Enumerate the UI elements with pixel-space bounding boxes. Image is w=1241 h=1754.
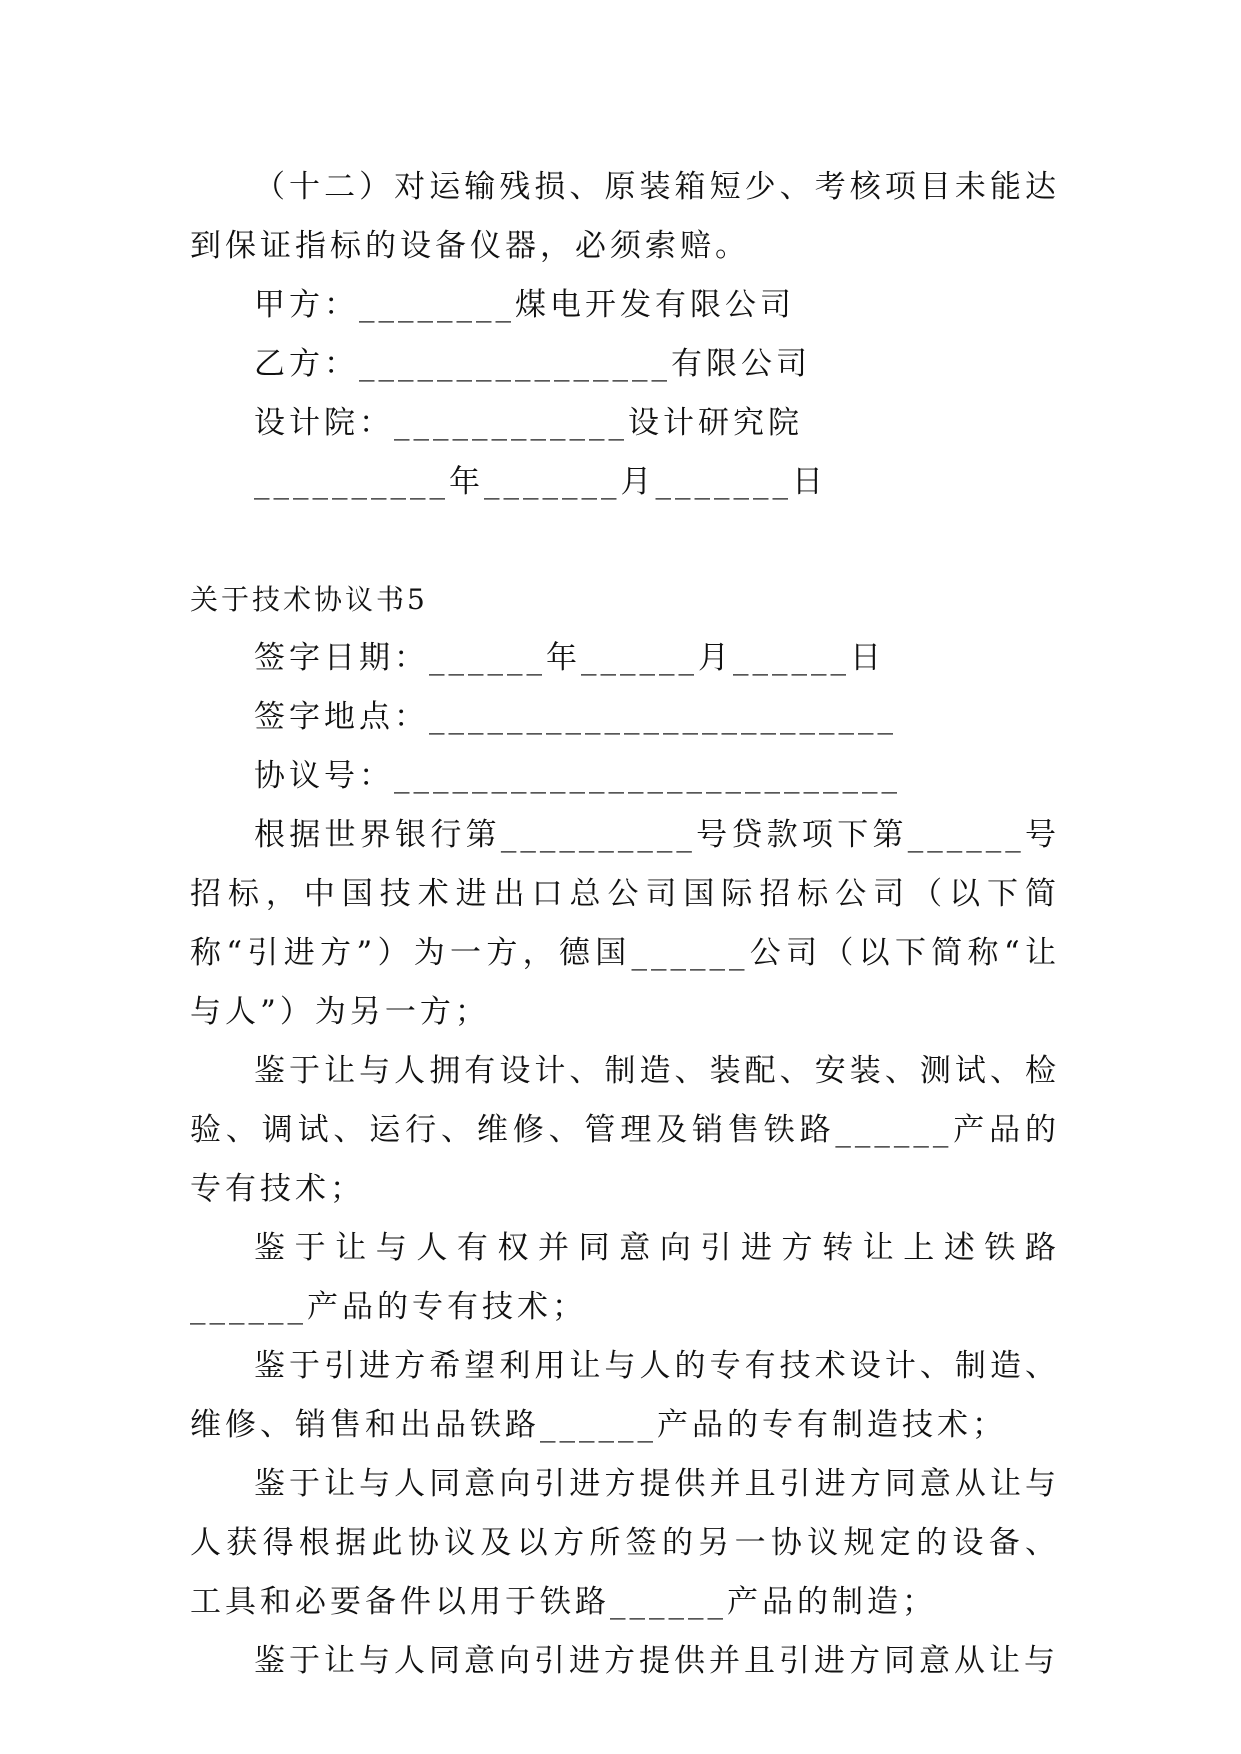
paragraph-whereas-3: 鉴于引进方希望利用让与人的专有技术设计、制造、维修、销售和出品铁路______产品的专有制造技术；	[190, 1348, 1060, 1443]
paragraph-claims: （十二）对运输残损、原装箱短少、考核项目未能达到保证指标的设备仪器，必须索赔。	[190, 169, 1060, 264]
party-b-line: 乙方：________________有限公司	[254, 346, 811, 382]
section-spacer	[190, 512, 1060, 570]
paragraph-whereas-5: 鉴于让与人同意向引进方提供并且引进方同意从让与	[254, 1643, 1059, 1679]
paragraph-whereas-2: 鉴于让与人有权并同意向引进方转让上述铁路______产品的专有技术；	[190, 1230, 1060, 1325]
agreement-number-line: 协议号：__________________________	[254, 758, 901, 794]
paragraph-whereas-1: 鉴于让与人拥有设计、制造、装配、安装、测试、检验、调试、运行、维修、管理及销售铁路______产品的专有技术；	[190, 1053, 1060, 1207]
document-body	[190, 158, 1060, 1691]
paragraph-parties: 根据世界银行第__________号贷款项下第______号招标，中国技术进出口总公司国际招标公司（以下简称“引进方”）为一方，德国______公司（以下简称“让与人”）为另一方；	[190, 817, 1060, 1030]
date-line: __________年_______月_______日	[254, 464, 827, 500]
sign-place-line: 签字地点：________________________	[254, 699, 897, 735]
sign-date-line: 签字日期：______年______月______日	[254, 640, 885, 676]
design-institute-line: 设计院：____________设计研究院	[254, 405, 803, 441]
party-a-line: 甲方：________煤电开发有限公司	[254, 287, 795, 323]
paragraph-whereas-4: 鉴于让与人同意向引进方提供并且引进方同意从让与人获得根据此协议及以方所签的另一协议规定的设备、工具和必要备件以用于铁路______产品的制造；	[190, 1466, 1060, 1620]
section-title: 关于技术协议书5	[190, 583, 428, 616]
